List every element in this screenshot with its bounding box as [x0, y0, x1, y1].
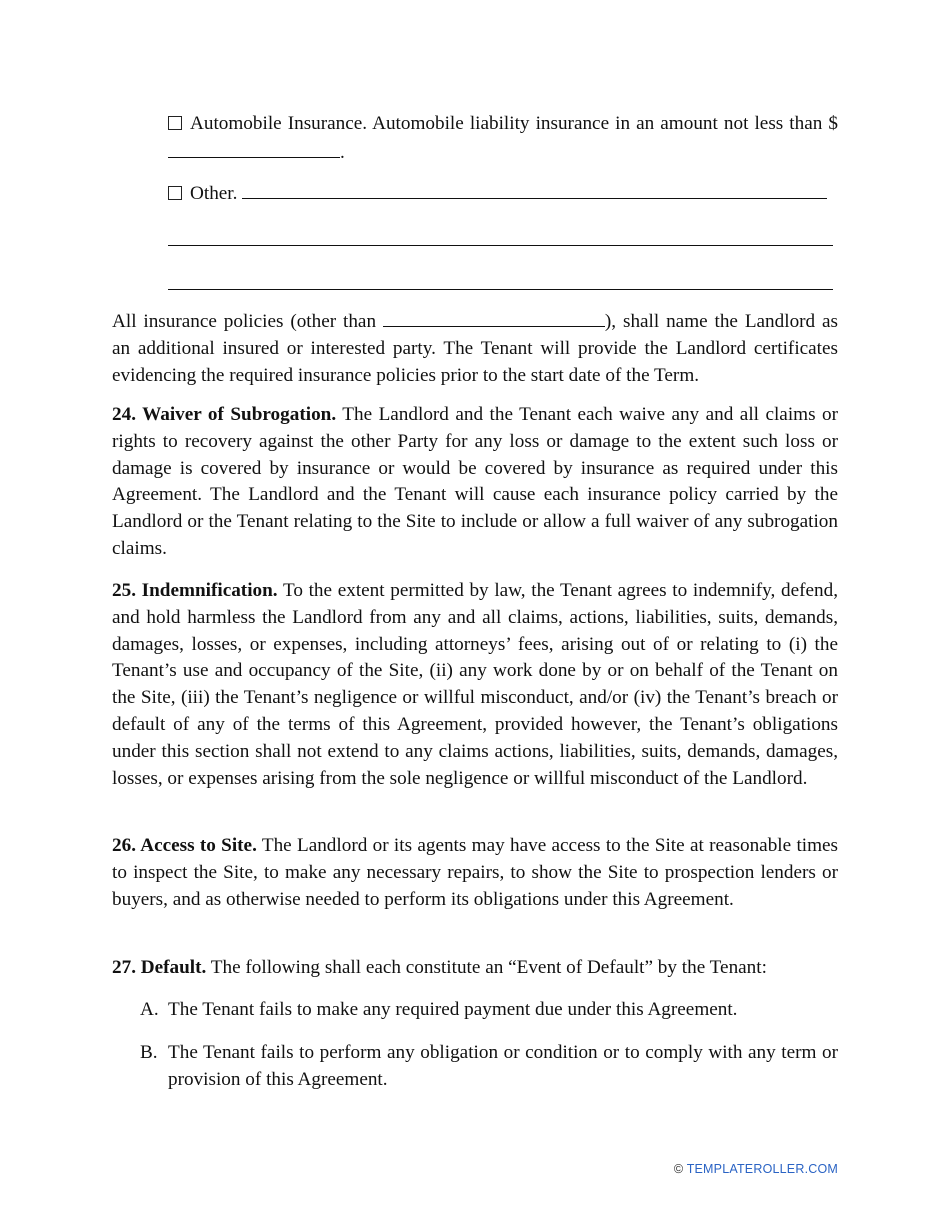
- named-insured-text-1: All insurance policies (other than: [112, 311, 377, 332]
- section-26-access-to-site: [112, 833, 838, 913]
- section-26-text: The Landlord or its agents may have access to the Site at reasonable times to inspect the Site, to make any necessary repairs, to show the Site to prospection lenders or buyers, and as otherwise needed to perform its obligations under this Agreement.: [112, 835, 839, 910]
- excluded-policy-blank[interactable]: [383, 307, 605, 327]
- automobile-text: Automobile liability insurance in an amount not less than $: [372, 113, 838, 134]
- other-blank[interactable]: [242, 179, 827, 199]
- section-25-indemnification: [112, 578, 838, 792]
- other-checkbox[interactable]: [168, 186, 182, 200]
- templateroller-link[interactable]: TEMPLATEROLLER.COM: [686, 1162, 838, 1176]
- list-item: [140, 997, 838, 1024]
- named-insured-text-2: ), shall name the Landlord as an additional insured or interested party. The Tenant will provide the Landlord certificates evidencing the required insurance policies prior to the start date of the Term.: [112, 311, 838, 386]
- section-27-text: The following shall each constitute an “Event of Default” by the Tenant:: [210, 957, 767, 978]
- named-insured-paragraph: [112, 307, 838, 389]
- other-label: Other.: [190, 183, 238, 204]
- other-blank-line-3[interactable]: [168, 270, 833, 297]
- automobile-insurance-option: [168, 111, 838, 167]
- automobile-checkbox[interactable]: [168, 116, 182, 130]
- footer-brand: [674, 1156, 838, 1183]
- other-insurance-option: [168, 179, 833, 206]
- list-item-text: The Tenant fails to make any required payment due under this Agreement.: [168, 999, 738, 1020]
- section-27-default: [112, 955, 838, 982]
- section-24-text: The Landlord and the Tenant each waive any and all claims or rights to recovery against the other Party for any loss or damage to the extent such loss or damage is covered by insurance or would be covered by insurance as required under this Agreement. The Landlord and the Tenant will cause each insurance policy carried by the Landlord or the Tenant relating to the Site to include or allow a full waiver of any subrogation claims.: [112, 404, 838, 559]
- automobile-period: .: [340, 141, 345, 163]
- list-item-text: The Tenant fails to perform any obligation or condition or to comply with any term or provision of this Agreement.: [168, 1042, 838, 1090]
- automobile-label: Automobile Insurance.: [190, 113, 368, 134]
- automobile-amount-blank[interactable]: [168, 138, 340, 158]
- section-26-heading: 26. Access to Site.: [112, 835, 257, 856]
- list-item-marker: B.: [140, 1042, 158, 1063]
- section-24-heading: 24. Waiver of Subrogation.: [112, 404, 337, 425]
- section-27-heading: 27. Default.: [112, 957, 207, 978]
- copyright-symbol: ©: [673, 1162, 684, 1176]
- other-blank-line-2[interactable]: [168, 226, 833, 253]
- section-25-heading: 25. Indemnification.: [112, 580, 278, 601]
- list-item-marker: A.: [140, 999, 159, 1020]
- list-item: [140, 1040, 838, 1094]
- section-25-text: To the extent permitted by law, the Tenant agrees to indemnify, defend, and hold harmless the Landlord from any and all claims, actions, liabilities, suits, demands, damages, losses, or expenses, including attorneys’ fees, arising out of or relating to (i) the Tenant’s use and occupancy of the Site, (ii) any work done by or on behalf of the Tenant on the Site, (iii) the Tenant’s negligence or willful misconduct, and/or (iv) the Tenant’s breach or default of any of the terms of this Agreement, provided however, the Tenant’s obligations under this section shall not extend to any claims actions, liabilities, suits, demands, damages, losses, or expenses arising from the sole negligence or willful misconduct of the Landlord.: [112, 580, 838, 789]
- section-24-waiver-of-subrogation: [112, 402, 838, 563]
